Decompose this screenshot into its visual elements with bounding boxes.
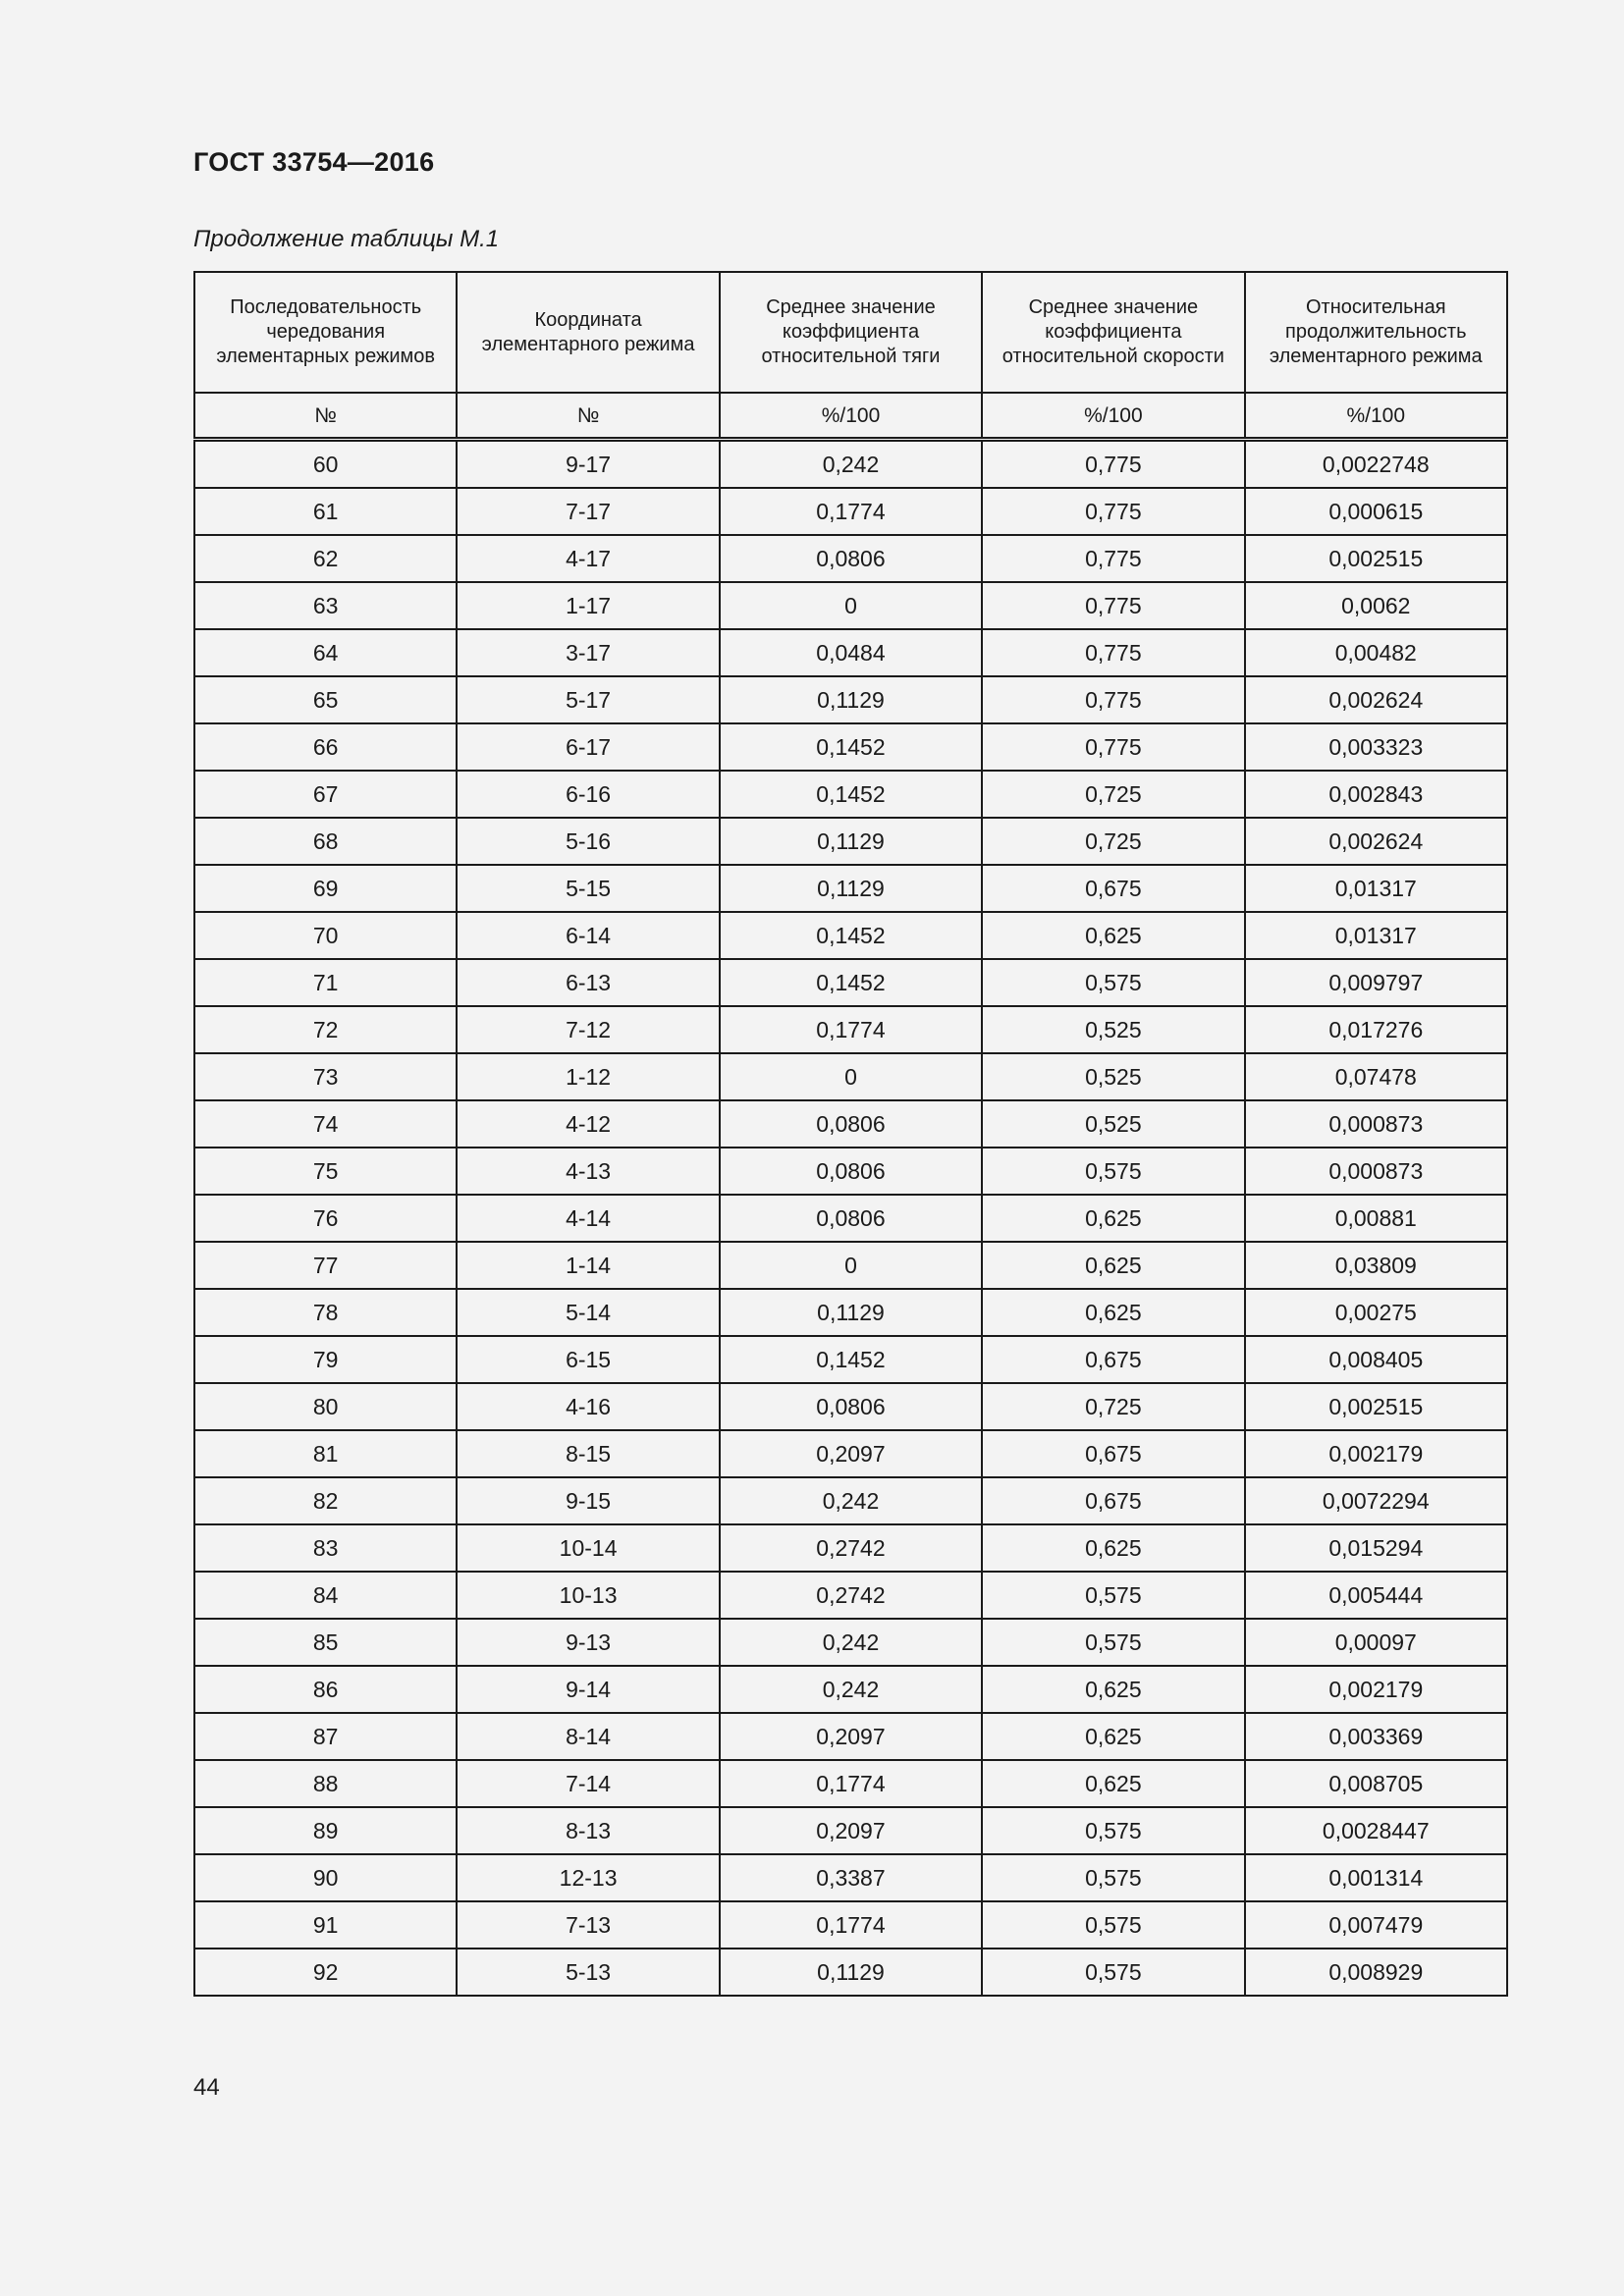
- cell-thrust: 0,1129: [720, 1949, 982, 1996]
- cell-thrust: 0,1452: [720, 723, 982, 771]
- cell-coordinate: 4-16: [457, 1383, 719, 1430]
- cell-thrust: 0,0806: [720, 1100, 982, 1148]
- cell-duration: 0,003369: [1245, 1713, 1507, 1760]
- cell-duration: 0,009797: [1245, 959, 1507, 1006]
- cell-speed: 0,575: [982, 1949, 1244, 1996]
- cell-speed: 0,625: [982, 1195, 1244, 1242]
- cell-thrust: 0,0484: [720, 629, 982, 676]
- table-row: [194, 535, 1507, 582]
- cell-thrust: 0,0806: [720, 1383, 982, 1430]
- column-header-duration: Относительная продолжительность элементарного режима: [1245, 272, 1507, 393]
- unit-sequence: №: [194, 393, 457, 440]
- cell-thrust: 0,2097: [720, 1807, 982, 1854]
- cell-coordinate: 1-17: [457, 582, 719, 629]
- cell-duration: 0,005444: [1245, 1572, 1507, 1619]
- cell-thrust: 0,1774: [720, 1006, 982, 1053]
- cell-duration: 0,001314: [1245, 1854, 1507, 1901]
- cell-duration: 0,008929: [1245, 1949, 1507, 1996]
- cell-coordinate: 6-15: [457, 1336, 719, 1383]
- cell-coordinate: 9-14: [457, 1666, 719, 1713]
- unit-speed: %/100: [982, 393, 1244, 440]
- cell-coordinate: 3-17: [457, 629, 719, 676]
- cell-thrust: 0,1129: [720, 865, 982, 912]
- table-row: [194, 1713, 1507, 1760]
- cell-thrust: 0,1774: [720, 1901, 982, 1949]
- cell-thrust: 0,0806: [720, 535, 982, 582]
- cell-coordinate: 5-13: [457, 1949, 719, 1996]
- cell-sequence: 77: [194, 1242, 457, 1289]
- cell-speed: 0,775: [982, 629, 1244, 676]
- cell-speed: 0,575: [982, 1807, 1244, 1854]
- table-row: [194, 1242, 1507, 1289]
- cell-sequence: 88: [194, 1760, 457, 1807]
- cell-duration: 0,002843: [1245, 771, 1507, 818]
- cell-thrust: 0,1452: [720, 912, 982, 959]
- cell-thrust: 0,0806: [720, 1148, 982, 1195]
- table-row: [194, 1807, 1507, 1854]
- cell-speed: 0,725: [982, 818, 1244, 865]
- cell-thrust: 0,1452: [720, 1336, 982, 1383]
- table-row: [194, 1195, 1507, 1242]
- cell-coordinate: 10-13: [457, 1572, 719, 1619]
- cell-duration: 0,07478: [1245, 1053, 1507, 1100]
- cell-duration: 0,0062: [1245, 582, 1507, 629]
- cell-coordinate: 8-13: [457, 1807, 719, 1854]
- unit-thrust: %/100: [720, 393, 982, 440]
- cell-speed: 0,675: [982, 1430, 1244, 1477]
- cell-thrust: 0,242: [720, 1619, 982, 1666]
- column-header-thrust: Среднее значение коэффициента относительной тяги: [720, 272, 982, 393]
- cell-thrust: 0,242: [720, 1477, 982, 1524]
- table-row: [194, 1572, 1507, 1619]
- cell-duration: 0,0072294: [1245, 1477, 1507, 1524]
- cell-duration: 0,00097: [1245, 1619, 1507, 1666]
- cell-sequence: 67: [194, 771, 457, 818]
- cell-speed: 0,575: [982, 1901, 1244, 1949]
- cell-speed: 0,625: [982, 1760, 1244, 1807]
- cell-coordinate: 5-16: [457, 818, 719, 865]
- cell-sequence: 92: [194, 1949, 457, 1996]
- cell-coordinate: 8-15: [457, 1430, 719, 1477]
- cell-speed: 0,625: [982, 1289, 1244, 1336]
- cell-speed: 0,625: [982, 1713, 1244, 1760]
- cell-duration: 0,017276: [1245, 1006, 1507, 1053]
- table-row: [194, 959, 1507, 1006]
- cell-duration: 0,002179: [1245, 1430, 1507, 1477]
- cell-coordinate: 1-14: [457, 1242, 719, 1289]
- cell-speed: 0,625: [982, 1524, 1244, 1572]
- cell-coordinate: 1-12: [457, 1053, 719, 1100]
- cell-coordinate: 7-14: [457, 1760, 719, 1807]
- table-row: [194, 1053, 1507, 1100]
- cell-sequence: 91: [194, 1901, 457, 1949]
- cell-speed: 0,525: [982, 1100, 1244, 1148]
- cell-sequence: 68: [194, 818, 457, 865]
- cell-coordinate: 10-14: [457, 1524, 719, 1572]
- cell-duration: 0,000615: [1245, 488, 1507, 535]
- cell-sequence: 62: [194, 535, 457, 582]
- cell-thrust: 0,242: [720, 440, 982, 489]
- cell-duration: 0,03809: [1245, 1242, 1507, 1289]
- table-row: [194, 1760, 1507, 1807]
- table-row: [194, 1006, 1507, 1053]
- cell-sequence: 76: [194, 1195, 457, 1242]
- cell-sequence: 78: [194, 1289, 457, 1336]
- cell-thrust: 0,1774: [720, 1760, 982, 1807]
- cell-speed: 0,625: [982, 1242, 1244, 1289]
- table-row: [194, 1524, 1507, 1572]
- cell-thrust: 0,0806: [720, 1195, 982, 1242]
- table-row: [194, 723, 1507, 771]
- cell-duration: 0,015294: [1245, 1524, 1507, 1572]
- cell-speed: 0,625: [982, 912, 1244, 959]
- table-row: [194, 676, 1507, 723]
- cell-coordinate: 12-13: [457, 1854, 719, 1901]
- cell-coordinate: 4-17: [457, 535, 719, 582]
- cell-duration: 0,002624: [1245, 676, 1507, 723]
- table-row: [194, 629, 1507, 676]
- cell-speed: 0,575: [982, 1619, 1244, 1666]
- table-row: [194, 865, 1507, 912]
- cell-thrust: 0,1774: [720, 488, 982, 535]
- cell-speed: 0,675: [982, 865, 1244, 912]
- cell-sequence: 65: [194, 676, 457, 723]
- page-number: 44: [193, 2074, 220, 2101]
- cell-coordinate: 6-13: [457, 959, 719, 1006]
- cell-sequence: 80: [194, 1383, 457, 1430]
- cell-speed: 0,775: [982, 488, 1244, 535]
- cell-speed: 0,725: [982, 771, 1244, 818]
- cell-sequence: 60: [194, 440, 457, 489]
- cell-speed: 0,775: [982, 582, 1244, 629]
- cell-sequence: 83: [194, 1524, 457, 1572]
- cell-sequence: 90: [194, 1854, 457, 1901]
- cell-speed: 0,775: [982, 535, 1244, 582]
- cell-thrust: 0,1129: [720, 676, 982, 723]
- cell-sequence: 85: [194, 1619, 457, 1666]
- cell-speed: 0,625: [982, 1666, 1244, 1713]
- table-row: [194, 440, 1507, 489]
- table-body: [194, 440, 1507, 1997]
- cell-coordinate: 6-17: [457, 723, 719, 771]
- table-header: [194, 272, 1507, 440]
- cell-duration: 0,008405: [1245, 1336, 1507, 1383]
- cell-thrust: 0: [720, 1242, 982, 1289]
- cell-duration: 0,002515: [1245, 535, 1507, 582]
- cell-coordinate: 9-13: [457, 1619, 719, 1666]
- unit-coordinate: №: [457, 393, 719, 440]
- table-row: [194, 818, 1507, 865]
- cell-coordinate: 5-15: [457, 865, 719, 912]
- cell-sequence: 72: [194, 1006, 457, 1053]
- table-row: [194, 1477, 1507, 1524]
- cell-coordinate: 7-17: [457, 488, 719, 535]
- table-row: [194, 1383, 1507, 1430]
- cell-duration: 0,002179: [1245, 1666, 1507, 1713]
- table-row: [194, 1148, 1507, 1195]
- cell-thrust: 0: [720, 582, 982, 629]
- column-header-speed: Среднее значение коэффициента относительной скорости: [982, 272, 1244, 393]
- cell-thrust: 0,1452: [720, 959, 982, 1006]
- table-row: [194, 771, 1507, 818]
- cell-coordinate: 5-14: [457, 1289, 719, 1336]
- table-row: [194, 1901, 1507, 1949]
- cell-sequence: 81: [194, 1430, 457, 1477]
- cell-duration: 0,01317: [1245, 865, 1507, 912]
- cell-sequence: 82: [194, 1477, 457, 1524]
- cell-duration: 0,0028447: [1245, 1807, 1507, 1854]
- cell-sequence: 87: [194, 1713, 457, 1760]
- cell-thrust: 0,3387: [720, 1854, 982, 1901]
- cell-sequence: 73: [194, 1053, 457, 1100]
- column-header-sequence: Последовательность чередования элементарных режимов: [194, 272, 457, 393]
- cell-speed: 0,525: [982, 1053, 1244, 1100]
- table-row: [194, 912, 1507, 959]
- cell-thrust: 0,1129: [720, 818, 982, 865]
- cell-coordinate: 8-14: [457, 1713, 719, 1760]
- cell-speed: 0,775: [982, 440, 1244, 489]
- cell-coordinate: 9-17: [457, 440, 719, 489]
- cell-coordinate: 5-17: [457, 676, 719, 723]
- cell-coordinate: 7-13: [457, 1901, 719, 1949]
- table-caption: Продолжение таблицы М.1: [193, 226, 500, 252]
- cell-thrust: 0,1452: [720, 771, 982, 818]
- cell-sequence: 74: [194, 1100, 457, 1148]
- cell-sequence: 70: [194, 912, 457, 959]
- cell-sequence: 61: [194, 488, 457, 535]
- cell-duration: 0,002515: [1245, 1383, 1507, 1430]
- cell-thrust: 0,1129: [720, 1289, 982, 1336]
- table-row: [194, 1619, 1507, 1666]
- cell-thrust: 0,2097: [720, 1713, 982, 1760]
- cell-thrust: 0,2097: [720, 1430, 982, 1477]
- cell-sequence: 69: [194, 865, 457, 912]
- units-row: [194, 393, 1507, 440]
- table-row: [194, 582, 1507, 629]
- cell-coordinate: 9-15: [457, 1477, 719, 1524]
- cell-sequence: 64: [194, 629, 457, 676]
- cell-speed: 0,575: [982, 1854, 1244, 1901]
- cell-thrust: 0: [720, 1053, 982, 1100]
- cell-coordinate: 6-16: [457, 771, 719, 818]
- cell-sequence: 86: [194, 1666, 457, 1713]
- cell-speed: 0,675: [982, 1477, 1244, 1524]
- cell-thrust: 0,2742: [720, 1572, 982, 1619]
- table-row: [194, 1336, 1507, 1383]
- cell-duration: 0,007479: [1245, 1901, 1507, 1949]
- cell-speed: 0,525: [982, 1006, 1244, 1053]
- cell-sequence: 84: [194, 1572, 457, 1619]
- cell-coordinate: 4-12: [457, 1100, 719, 1148]
- cell-coordinate: 4-13: [457, 1148, 719, 1195]
- column-header-coordinate: Координата элементарного режима: [457, 272, 719, 393]
- column-headers-row: [194, 272, 1507, 393]
- cell-speed: 0,575: [982, 1572, 1244, 1619]
- document-title: ГОСТ 33754—2016: [193, 147, 435, 177]
- cell-duration: 0,003323: [1245, 723, 1507, 771]
- cell-speed: 0,675: [982, 1336, 1244, 1383]
- cell-duration: 0,000873: [1245, 1148, 1507, 1195]
- cell-coordinate: 7-12: [457, 1006, 719, 1053]
- cell-duration: 0,0022748: [1245, 440, 1507, 489]
- cell-duration: 0,00881: [1245, 1195, 1507, 1242]
- cell-sequence: 89: [194, 1807, 457, 1854]
- cell-duration: 0,00482: [1245, 629, 1507, 676]
- table-row: [194, 1289, 1507, 1336]
- cell-sequence: 79: [194, 1336, 457, 1383]
- cell-sequence: 66: [194, 723, 457, 771]
- cell-coordinate: 4-14: [457, 1195, 719, 1242]
- table-row: [194, 1854, 1507, 1901]
- table-row: [194, 1949, 1507, 1996]
- table-row: [194, 1666, 1507, 1713]
- cell-speed: 0,725: [982, 1383, 1244, 1430]
- cell-duration: 0,000873: [1245, 1100, 1507, 1148]
- data-table: [193, 271, 1508, 1997]
- cell-sequence: 63: [194, 582, 457, 629]
- cell-thrust: 0,242: [720, 1666, 982, 1713]
- table-row: [194, 1430, 1507, 1477]
- cell-sequence: 71: [194, 959, 457, 1006]
- table-row: [194, 1100, 1507, 1148]
- cell-duration: 0,008705: [1245, 1760, 1507, 1807]
- cell-duration: 0,00275: [1245, 1289, 1507, 1336]
- cell-speed: 0,575: [982, 959, 1244, 1006]
- cell-speed: 0,775: [982, 676, 1244, 723]
- cell-speed: 0,775: [982, 723, 1244, 771]
- unit-duration: %/100: [1245, 393, 1507, 440]
- table-row: [194, 488, 1507, 535]
- cell-duration: 0,01317: [1245, 912, 1507, 959]
- cell-duration: 0,002624: [1245, 818, 1507, 865]
- cell-coordinate: 6-14: [457, 912, 719, 959]
- cell-speed: 0,575: [982, 1148, 1244, 1195]
- cell-thrust: 0,2742: [720, 1524, 982, 1572]
- cell-sequence: 75: [194, 1148, 457, 1195]
